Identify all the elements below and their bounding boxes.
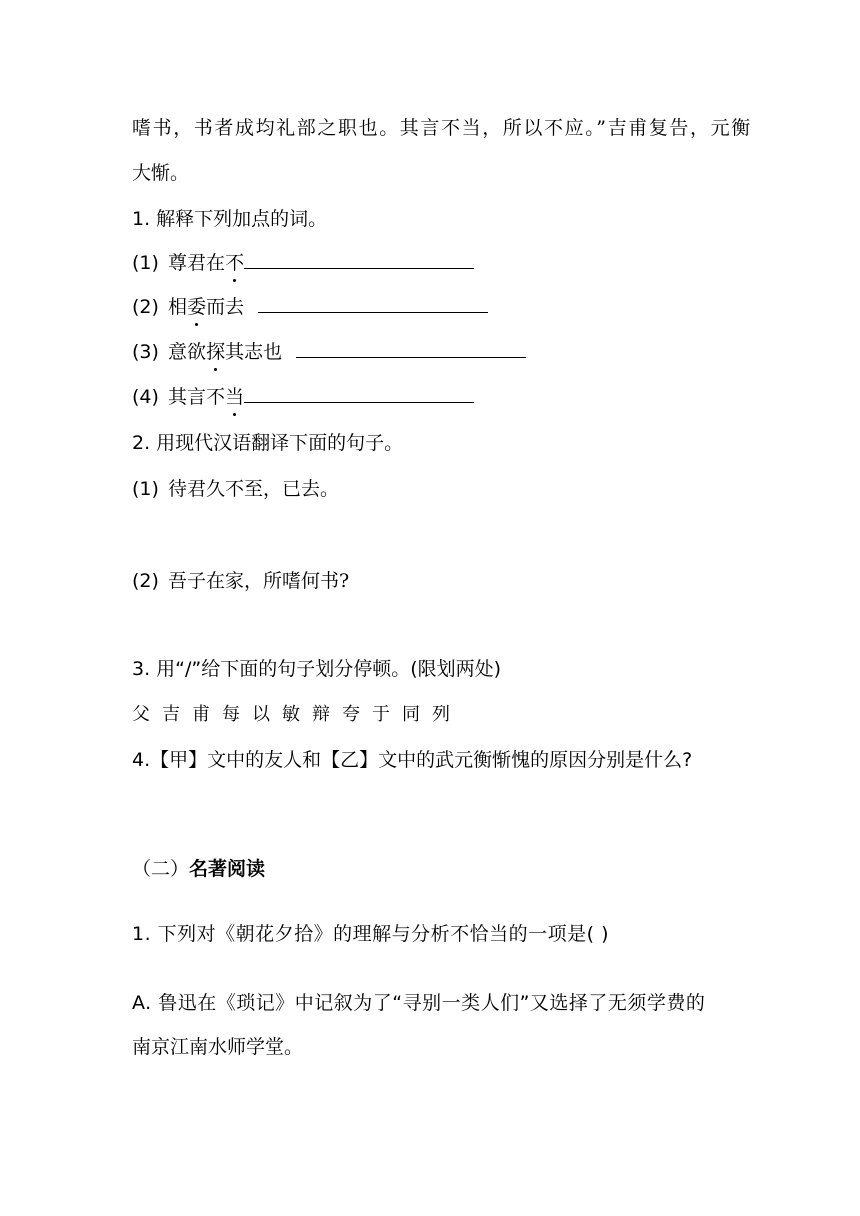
section-2-heading	[132, 855, 265, 883]
heading-label: 名著阅读	[189, 858, 266, 880]
item-text-after: 而去	[206, 296, 245, 318]
item-text: 意欲	[168, 341, 207, 363]
item-text: 相	[168, 296, 188, 318]
heading-number: 二	[151, 858, 171, 880]
item-number: (3)	[132, 341, 159, 363]
item-number: (4)	[132, 386, 159, 408]
reading-question-1: 1. 下列对《朝花夕拾》的理解与分析不恰当的一项是( )	[132, 923, 610, 945]
dotted-word: 当	[225, 383, 244, 411]
dotted-word: 委	[187, 293, 206, 321]
heading-close-bracket: ）	[170, 858, 190, 880]
question-1-title: 1. 解释下列加点的词。	[132, 208, 328, 230]
option-a-line-1: A. 鲁迅在《琐记》中记叙为了“寻别一类人们”又选择了无须学费的	[132, 992, 706, 1014]
question-1-item-2	[132, 293, 488, 321]
passage-line-2: 大惭。	[132, 162, 190, 184]
answer-blank[interactable]	[244, 384, 474, 403]
question-1-item-1	[132, 249, 474, 277]
answer-blank[interactable]	[258, 294, 488, 313]
item-text-after: 其志也	[225, 341, 283, 363]
option-a-line-2: 南京江南水师学堂。	[132, 1036, 304, 1058]
question-3-sentence: 父吉甫每以敏辩夸于同列	[132, 704, 462, 725]
question-1-item-4	[132, 383, 474, 411]
question-2-title: 2. 用现代汉语翻译下面的句子。	[132, 432, 404, 454]
item-number: (2)	[132, 570, 159, 592]
item-number: (1)	[132, 252, 159, 274]
answer-blank[interactable]	[296, 339, 526, 358]
item-number: (1)	[132, 478, 159, 500]
question-1-item-3	[132, 338, 526, 366]
item-text: 尊君在	[168, 252, 226, 274]
question-2-item-1	[132, 475, 339, 503]
passage-line-1: 嗜书，书者成均礼部之职也。其言不当，所以不应。”吉甫复告，元衡	[132, 117, 752, 139]
dotted-word: 不	[225, 249, 244, 277]
question-4-title: 4.【甲】文中的友人和【乙】文中的武元衡惭愧的原因分别是什么?	[132, 749, 693, 771]
heading-open-bracket: （	[132, 858, 152, 880]
item-text: 吾子在家，所嗜何书?	[168, 570, 350, 592]
question-2-item-2	[132, 567, 349, 595]
dotted-word: 探	[206, 338, 225, 366]
item-text: 其言不	[168, 386, 226, 408]
item-text: 待君久不至，已去。	[168, 478, 340, 500]
answer-blank[interactable]	[244, 250, 474, 269]
question-3-title: 3. 用“/”给下面的句子划分停顿。(限划两处)	[132, 658, 502, 680]
item-number: (2)	[132, 296, 159, 318]
